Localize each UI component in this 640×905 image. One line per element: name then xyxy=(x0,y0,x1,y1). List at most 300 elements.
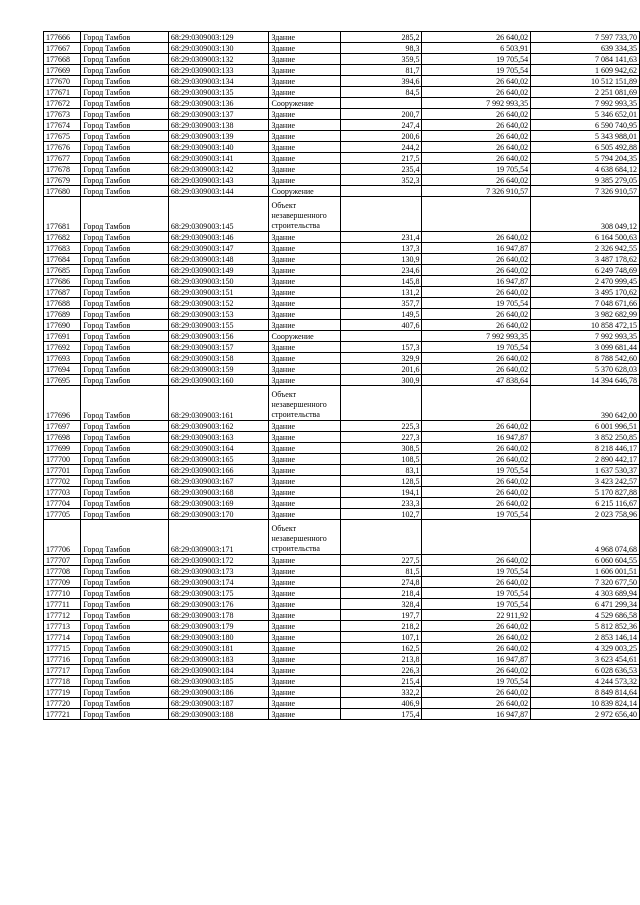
table-row xyxy=(44,421,640,432)
object-type-cell: Здание xyxy=(269,498,340,509)
object-type-cell: Здание xyxy=(269,610,340,621)
city-cell: Город Тамбов xyxy=(81,186,168,197)
cadastral-number-cell: 68:29:0309003:137 xyxy=(168,109,269,120)
cadastral-value-cell: 7 992 993,35 xyxy=(531,98,640,109)
area-cell xyxy=(340,331,422,342)
area-cell: 200,7 xyxy=(340,109,422,120)
unit-price-cell: 26 640,02 xyxy=(422,109,531,120)
unit-price-cell: 26 640,02 xyxy=(422,498,531,509)
cadastral-number-cell: 68:29:0309003:146 xyxy=(168,232,269,243)
table-row xyxy=(44,164,640,175)
object-id-cell: 177718 xyxy=(44,676,81,687)
unit-price-cell: 16 947,87 xyxy=(422,432,531,443)
unit-price-cell: 19 705,54 xyxy=(422,342,531,353)
object-type-cell: Здание xyxy=(269,109,340,120)
city-cell: Город Тамбов xyxy=(81,443,168,454)
city-cell: Город Тамбов xyxy=(81,520,168,555)
unit-price-cell: 26 640,02 xyxy=(422,287,531,298)
area-cell: 274,8 xyxy=(340,577,422,588)
city-cell: Город Тамбов xyxy=(81,709,168,720)
cadastral-number-cell: 68:29:0309003:134 xyxy=(168,76,269,87)
table-row xyxy=(44,665,640,676)
city-cell: Город Тамбов xyxy=(81,320,168,331)
object-id-cell: 177673 xyxy=(44,109,81,120)
object-type-cell: Здание xyxy=(269,43,340,54)
area-cell: 235,4 xyxy=(340,164,422,175)
object-id-cell: 177667 xyxy=(44,43,81,54)
area-cell: 244,2 xyxy=(340,142,422,153)
cadastral-number-cell: 68:29:0309003:175 xyxy=(168,588,269,599)
unit-price-cell: 26 640,02 xyxy=(422,309,531,320)
table-row xyxy=(44,32,640,43)
object-type-cell: Объект незавершенного строительства xyxy=(269,197,340,232)
area-cell: 394,6 xyxy=(340,76,422,87)
table-row xyxy=(44,643,640,654)
cadastral-value-cell: 8 218 446,17 xyxy=(531,443,640,454)
cadastral-number-cell: 68:29:0309003:164 xyxy=(168,443,269,454)
cadastral-number-cell: 68:29:0309003:180 xyxy=(168,632,269,643)
cadastral-value-cell: 6 215 116,67 xyxy=(531,498,640,509)
area-cell: 359,5 xyxy=(340,54,422,65)
object-type-cell: Здание xyxy=(269,577,340,588)
object-type-cell: Здание xyxy=(269,566,340,577)
unit-price-cell: 26 640,02 xyxy=(422,265,531,276)
area-cell: 130,9 xyxy=(340,254,422,265)
unit-price-cell: 26 640,02 xyxy=(422,254,531,265)
area-cell: 231,4 xyxy=(340,232,422,243)
unit-price-cell: 47 838,64 xyxy=(422,375,531,386)
area-cell: 357,7 xyxy=(340,298,422,309)
city-cell: Город Тамбов xyxy=(81,131,168,142)
area-cell: 128,5 xyxy=(340,476,422,487)
area-cell: 217,5 xyxy=(340,153,422,164)
object-type-cell: Здание xyxy=(269,287,340,298)
area-cell: 108,5 xyxy=(340,454,422,465)
cadastral-value-cell: 390 642,00 xyxy=(531,386,640,421)
city-cell: Город Тамбов xyxy=(81,498,168,509)
cadastral-value-cell: 6 249 748,69 xyxy=(531,265,640,276)
area-cell: 300,9 xyxy=(340,375,422,386)
unit-price-cell: 19 705,54 xyxy=(422,509,531,520)
table-row xyxy=(44,342,640,353)
cadastral-value-cell: 1 609 942,62 xyxy=(531,65,640,76)
cadastral-number-cell: 68:29:0309003:187 xyxy=(168,698,269,709)
object-type-cell: Здание xyxy=(269,588,340,599)
cadastral-value-cell: 3 852 250,85 xyxy=(531,432,640,443)
cadastral-value-cell: 5 812 852,36 xyxy=(531,621,640,632)
area-cell xyxy=(340,98,422,109)
unit-price-cell: 16 947,87 xyxy=(422,709,531,720)
object-type-cell: Здание xyxy=(269,353,340,364)
object-id-cell: 177689 xyxy=(44,309,81,320)
unit-price-cell: 26 640,02 xyxy=(422,698,531,709)
cadastral-value-cell: 5 370 628,03 xyxy=(531,364,640,375)
area-cell: 83,1 xyxy=(340,465,422,476)
cadastral-number-cell: 68:29:0309003:129 xyxy=(168,32,269,43)
table-row xyxy=(44,520,640,555)
cadastral-number-cell: 68:29:0309003:174 xyxy=(168,577,269,588)
object-id-cell: 177675 xyxy=(44,131,81,142)
area-cell: 285,2 xyxy=(340,32,422,43)
table-row xyxy=(44,709,640,720)
table-row xyxy=(44,186,640,197)
area-cell: 157,3 xyxy=(340,342,422,353)
table-row xyxy=(44,555,640,566)
area-cell: 200,6 xyxy=(340,131,422,142)
cadastral-value-cell: 7 048 671,66 xyxy=(531,298,640,309)
object-id-cell: 177705 xyxy=(44,509,81,520)
object-id-cell: 177690 xyxy=(44,320,81,331)
city-cell: Город Тамбов xyxy=(81,342,168,353)
area-cell: 81,7 xyxy=(340,65,422,76)
area-cell: 407,6 xyxy=(340,320,422,331)
table-row xyxy=(44,175,640,186)
city-cell: Город Тамбов xyxy=(81,197,168,232)
area-cell: 215,4 xyxy=(340,676,422,687)
unit-price-cell: 26 640,02 xyxy=(422,443,531,454)
object-type-cell: Здание xyxy=(269,698,340,709)
cadastral-number-cell: 68:29:0309003:158 xyxy=(168,353,269,364)
table-row xyxy=(44,364,640,375)
table-row xyxy=(44,465,640,476)
city-cell: Город Тамбов xyxy=(81,665,168,676)
city-cell: Город Тамбов xyxy=(81,676,168,687)
object-id-cell: 177676 xyxy=(44,142,81,153)
object-type-cell: Здание xyxy=(269,364,340,375)
object-type-cell: Здание xyxy=(269,709,340,720)
object-id-cell: 177716 xyxy=(44,654,81,665)
unit-price-cell: 26 640,02 xyxy=(422,175,531,186)
object-type-cell: Сооружение xyxy=(269,186,340,197)
unit-price-cell: 26 640,02 xyxy=(422,142,531,153)
unit-price-cell: 26 640,02 xyxy=(422,476,531,487)
cadastral-value-cell: 4 638 684,12 xyxy=(531,164,640,175)
table-row xyxy=(44,621,640,632)
object-id-cell: 177720 xyxy=(44,698,81,709)
city-cell: Город Тамбов xyxy=(81,175,168,186)
city-cell: Город Тамбов xyxy=(81,577,168,588)
object-id-cell: 177712 xyxy=(44,610,81,621)
object-type-cell: Здание xyxy=(269,276,340,287)
unit-price-cell: 26 640,02 xyxy=(422,153,531,164)
object-id-cell: 177701 xyxy=(44,465,81,476)
area-cell xyxy=(340,186,422,197)
object-id-cell: 177672 xyxy=(44,98,81,109)
object-type-cell: Здание xyxy=(269,487,340,498)
object-id-cell: 177695 xyxy=(44,375,81,386)
cadastral-value-cell: 2 470 999,45 xyxy=(531,276,640,287)
unit-price-cell: 19 705,54 xyxy=(422,298,531,309)
city-cell: Город Тамбов xyxy=(81,509,168,520)
area-cell: 137,3 xyxy=(340,243,422,254)
cadastral-number-cell: 68:29:0309003:181 xyxy=(168,643,269,654)
cadastral-number-cell: 68:29:0309003:188 xyxy=(168,709,269,720)
cadastral-number-cell: 68:29:0309003:147 xyxy=(168,243,269,254)
cadastral-value-cell: 4 329 003,25 xyxy=(531,643,640,654)
table-row xyxy=(44,676,640,687)
object-type-cell: Здание xyxy=(269,342,340,353)
area-cell: 247,4 xyxy=(340,120,422,131)
cadastral-value-cell: 3 099 681,44 xyxy=(531,342,640,353)
object-id-cell: 177717 xyxy=(44,665,81,676)
object-type-cell: Здание xyxy=(269,131,340,142)
cadastral-value-cell: 3 623 454,61 xyxy=(531,654,640,665)
area-cell: 227,3 xyxy=(340,432,422,443)
table-row xyxy=(44,375,640,386)
object-type-cell: Здание xyxy=(269,232,340,243)
area-cell xyxy=(340,197,422,232)
cadastral-value-cell: 2 972 656,40 xyxy=(531,709,640,720)
cadastral-number-cell: 68:29:0309003:179 xyxy=(168,621,269,632)
cadastral-number-cell: 68:29:0309003:184 xyxy=(168,665,269,676)
table-row xyxy=(44,65,640,76)
unit-price-cell: 19 705,54 xyxy=(422,599,531,610)
area-cell: 329,9 xyxy=(340,353,422,364)
table-row xyxy=(44,331,640,342)
area-cell xyxy=(340,520,422,555)
unit-price-cell: 19 705,54 xyxy=(422,65,531,76)
table-row xyxy=(44,76,640,87)
area-cell: 225,3 xyxy=(340,421,422,432)
table-row xyxy=(44,309,640,320)
table-row xyxy=(44,687,640,698)
area-cell: 162,5 xyxy=(340,643,422,654)
unit-price-cell xyxy=(422,386,531,421)
object-id-cell: 177714 xyxy=(44,632,81,643)
unit-price-cell: 19 705,54 xyxy=(422,676,531,687)
cadastral-value-cell: 7 597 733,70 xyxy=(531,32,640,43)
unit-price-cell: 22 911,92 xyxy=(422,610,531,621)
object-type-cell: Здание xyxy=(269,555,340,566)
cadastral-value-cell: 6 505 492,88 xyxy=(531,142,640,153)
unit-price-cell: 26 640,02 xyxy=(422,621,531,632)
area-cell: 197,7 xyxy=(340,610,422,621)
cadastral-value-cell: 639 334,35 xyxy=(531,43,640,54)
cadastral-value-cell: 14 394 646,78 xyxy=(531,375,640,386)
city-cell: Город Тамбов xyxy=(81,87,168,98)
unit-price-cell: 16 947,87 xyxy=(422,654,531,665)
cadastral-value-cell: 308 049,12 xyxy=(531,197,640,232)
cadastral-number-cell: 68:29:0309003:135 xyxy=(168,87,269,98)
cadastral-number-cell: 68:29:0309003:130 xyxy=(168,43,269,54)
cadastral-value-cell: 3 487 178,62 xyxy=(531,254,640,265)
unit-price-cell: 26 640,02 xyxy=(422,76,531,87)
registry-table xyxy=(43,31,640,720)
object-type-cell: Здание xyxy=(269,142,340,153)
object-id-cell: 177688 xyxy=(44,298,81,309)
city-cell: Город Тамбов xyxy=(81,65,168,76)
cadastral-value-cell: 8 849 814,64 xyxy=(531,687,640,698)
unit-price-cell xyxy=(422,197,531,232)
object-type-cell: Здание xyxy=(269,164,340,175)
object-id-cell: 177719 xyxy=(44,687,81,698)
unit-price-cell: 16 947,87 xyxy=(422,243,531,254)
cadastral-number-cell: 68:29:0309003:163 xyxy=(168,432,269,443)
unit-price-cell: 19 705,54 xyxy=(422,465,531,476)
table-row xyxy=(44,476,640,487)
table-row xyxy=(44,498,640,509)
cadastral-value-cell: 9 385 279,05 xyxy=(531,175,640,186)
cadastral-number-cell: 68:29:0309003:162 xyxy=(168,421,269,432)
city-cell: Город Тамбов xyxy=(81,265,168,276)
table-row xyxy=(44,265,640,276)
cadastral-value-cell: 10 512 151,89 xyxy=(531,76,640,87)
object-type-cell: Здание xyxy=(269,476,340,487)
cadastral-number-cell: 68:29:0309003:165 xyxy=(168,454,269,465)
cadastral-value-cell: 3 982 682,99 xyxy=(531,309,640,320)
object-id-cell: 177709 xyxy=(44,577,81,588)
object-id-cell: 177682 xyxy=(44,232,81,243)
unit-price-cell: 19 705,54 xyxy=(422,54,531,65)
city-cell: Город Тамбов xyxy=(81,353,168,364)
area-cell: 131,2 xyxy=(340,287,422,298)
object-type-cell: Здание xyxy=(269,621,340,632)
cadastral-value-cell: 7 320 677,50 xyxy=(531,577,640,588)
unit-price-cell: 26 640,02 xyxy=(422,320,531,331)
cadastral-number-cell: 68:29:0309003:167 xyxy=(168,476,269,487)
cadastral-number-cell: 68:29:0309003:183 xyxy=(168,654,269,665)
cadastral-number-cell: 68:29:0309003:151 xyxy=(168,287,269,298)
area-cell: 201,6 xyxy=(340,364,422,375)
area-cell: 145,8 xyxy=(340,276,422,287)
table-row xyxy=(44,386,640,421)
cadastral-number-cell: 68:29:0309003:170 xyxy=(168,509,269,520)
object-id-cell: 177691 xyxy=(44,331,81,342)
object-type-cell: Здание xyxy=(269,599,340,610)
object-id-cell: 177708 xyxy=(44,566,81,577)
city-cell: Город Тамбов xyxy=(81,164,168,175)
unit-price-cell xyxy=(422,520,531,555)
city-cell: Город Тамбов xyxy=(81,632,168,643)
unit-price-cell: 26 640,02 xyxy=(422,665,531,676)
city-cell: Город Тамбов xyxy=(81,276,168,287)
city-cell: Город Тамбов xyxy=(81,287,168,298)
cadastral-number-cell: 68:29:0309003:136 xyxy=(168,98,269,109)
area-cell: 149,5 xyxy=(340,309,422,320)
cadastral-value-cell: 6 164 500,63 xyxy=(531,232,640,243)
city-cell: Город Тамбов xyxy=(81,465,168,476)
table-row xyxy=(44,654,640,665)
cadastral-value-cell: 6 471 299,34 xyxy=(531,599,640,610)
object-type-cell: Здание xyxy=(269,654,340,665)
city-cell: Город Тамбов xyxy=(81,153,168,164)
city-cell: Город Тамбов xyxy=(81,331,168,342)
cadastral-number-cell: 68:29:0309003:161 xyxy=(168,386,269,421)
cadastral-number-cell: 68:29:0309003:153 xyxy=(168,309,269,320)
cadastral-number-cell: 68:29:0309003:157 xyxy=(168,342,269,353)
table-row xyxy=(44,98,640,109)
unit-price-cell: 26 640,02 xyxy=(422,577,531,588)
table-row xyxy=(44,109,640,120)
object-id-cell: 177671 xyxy=(44,87,81,98)
city-cell: Город Тамбов xyxy=(81,32,168,43)
unit-price-cell: 19 705,54 xyxy=(422,164,531,175)
object-id-cell: 177693 xyxy=(44,353,81,364)
area-cell: 102,7 xyxy=(340,509,422,520)
area-cell: 406,9 xyxy=(340,698,422,709)
cadastral-number-cell: 68:29:0309003:168 xyxy=(168,487,269,498)
table-row xyxy=(44,87,640,98)
area-cell: 226,3 xyxy=(340,665,422,676)
city-cell: Город Тамбов xyxy=(81,54,168,65)
city-cell: Город Тамбов xyxy=(81,243,168,254)
table-row xyxy=(44,43,640,54)
cadastral-value-cell: 10 839 824,14 xyxy=(531,698,640,709)
object-type-cell: Здание xyxy=(269,87,340,98)
object-type-cell: Здание xyxy=(269,254,340,265)
object-type-cell: Объект незавершенного строительства xyxy=(269,520,340,555)
unit-price-cell: 19 705,54 xyxy=(422,588,531,599)
object-id-cell: 177715 xyxy=(44,643,81,654)
area-cell: 227,5 xyxy=(340,555,422,566)
object-id-cell: 177670 xyxy=(44,76,81,87)
area-cell: 194,1 xyxy=(340,487,422,498)
object-id-cell: 177687 xyxy=(44,287,81,298)
cadastral-value-cell: 2 853 146,14 xyxy=(531,632,640,643)
area-cell: 81,5 xyxy=(340,566,422,577)
object-id-cell: 177700 xyxy=(44,454,81,465)
unit-price-cell: 26 640,02 xyxy=(422,353,531,364)
unit-price-cell: 26 640,02 xyxy=(422,120,531,131)
cadastral-number-cell: 68:29:0309003:155 xyxy=(168,320,269,331)
registry-table-body xyxy=(44,32,640,720)
unit-price-cell: 6 503,91 xyxy=(422,43,531,54)
table-row xyxy=(44,54,640,65)
cadastral-number-cell: 68:29:0309003:172 xyxy=(168,555,269,566)
object-id-cell: 177685 xyxy=(44,265,81,276)
cadastral-value-cell: 5 343 988,01 xyxy=(531,131,640,142)
object-id-cell: 177694 xyxy=(44,364,81,375)
cadastral-value-cell: 10 858 472,15 xyxy=(531,320,640,331)
unit-price-cell: 16 947,87 xyxy=(422,276,531,287)
unit-price-cell: 26 640,02 xyxy=(422,454,531,465)
object-type-cell: Здание xyxy=(269,465,340,476)
unit-price-cell: 26 640,02 xyxy=(422,687,531,698)
table-row xyxy=(44,131,640,142)
object-id-cell: 177707 xyxy=(44,555,81,566)
city-cell: Город Тамбов xyxy=(81,76,168,87)
city-cell: Город Тамбов xyxy=(81,621,168,632)
table-row xyxy=(44,298,640,309)
cadastral-value-cell: 6 590 740,95 xyxy=(531,120,640,131)
city-cell: Город Тамбов xyxy=(81,654,168,665)
object-type-cell: Здание xyxy=(269,243,340,254)
unit-price-cell: 26 640,02 xyxy=(422,131,531,142)
cadastral-value-cell: 2 251 081,69 xyxy=(531,87,640,98)
object-id-cell: 177683 xyxy=(44,243,81,254)
area-cell: 332,2 xyxy=(340,687,422,698)
object-type-cell: Сооружение xyxy=(269,331,340,342)
cadastral-value-cell: 2 890 442,17 xyxy=(531,454,640,465)
cadastral-value-cell: 7 992 993,35 xyxy=(531,331,640,342)
cadastral-value-cell: 6 001 996,51 xyxy=(531,421,640,432)
city-cell: Город Тамбов xyxy=(81,555,168,566)
cadastral-value-cell: 4 968 074,68 xyxy=(531,520,640,555)
cadastral-value-cell: 6 028 636,53 xyxy=(531,665,640,676)
table-row xyxy=(44,610,640,621)
object-type-cell: Здание xyxy=(269,687,340,698)
object-type-cell: Здание xyxy=(269,54,340,65)
object-id-cell: 177721 xyxy=(44,709,81,720)
city-cell: Город Тамбов xyxy=(81,364,168,375)
object-id-cell: 177710 xyxy=(44,588,81,599)
table-row xyxy=(44,566,640,577)
cadastral-value-cell: 8 788 542,60 xyxy=(531,353,640,364)
object-id-cell: 177678 xyxy=(44,164,81,175)
city-cell: Город Тамбов xyxy=(81,610,168,621)
unit-price-cell: 26 640,02 xyxy=(422,487,531,498)
object-id-cell: 177686 xyxy=(44,276,81,287)
